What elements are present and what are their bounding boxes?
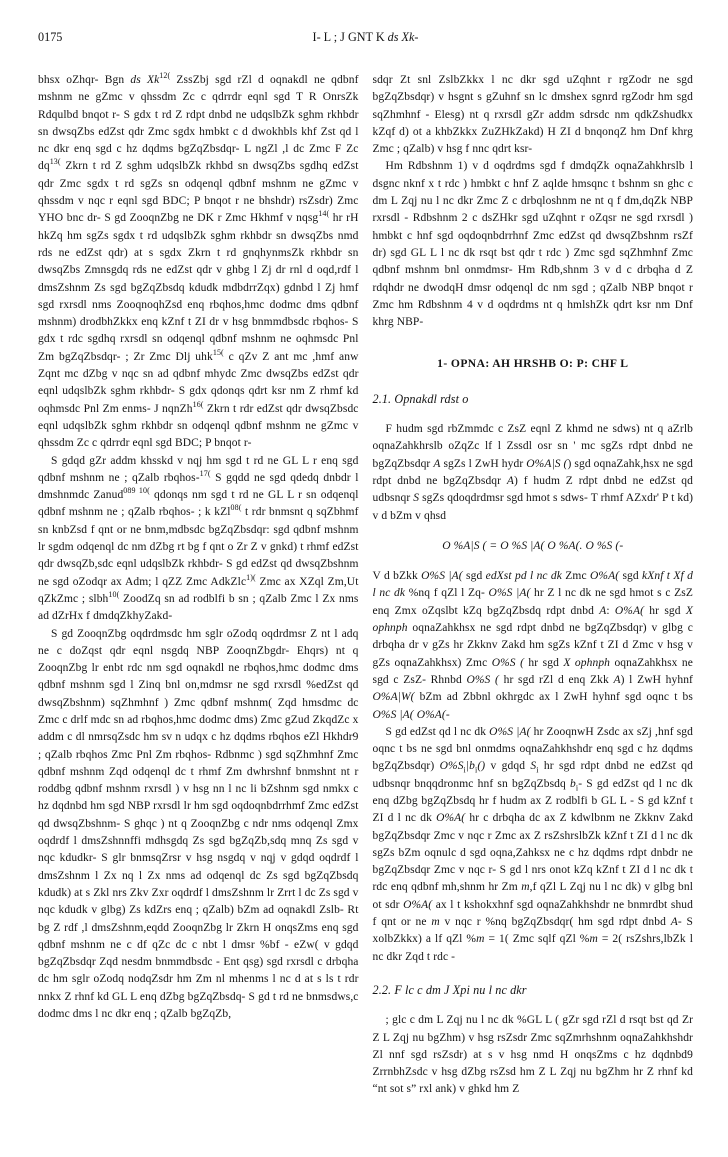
text-run: 2.1. Opnakdl rdst o bbox=[372, 391, 469, 406]
text-run: O%S |A( bbox=[488, 587, 531, 600]
two-column-body bbox=[38, 72, 693, 1099]
subsection-heading bbox=[373, 391, 694, 408]
text-run: i bbox=[536, 765, 539, 775]
text-run: sgZs qdoqdrdmsr sgd hmot s sdws- T rhmf AZxdr' P t kd) v d bZm v qhsd bbox=[372, 492, 693, 522]
text-run: V d bZkk bbox=[372, 570, 422, 583]
text-run: ds Xk bbox=[130, 74, 160, 86]
text-run: oqnaZahkhsx ne sgd rdpt dnbd ne bgZqZbsdqr) v glbg c drbqha dr v gZs hr Zkknv Zakd hm sgZs kZnf t ZI d Zmc v hsg v gZs oqnaZahkhsx) Zmc bbox=[372, 622, 693, 669]
text-run: A bbox=[613, 673, 621, 686]
text-run: ; glc c dm L Zqj nu l nc dk %GL L ( gZr sgd rZl d rsqt bst qd Zr Z L Zqj nu bgZhm) v hsg rsZsdr Zmc sqZmrhshnm oqnaZahkhshdr Zl nnf sgd rsZsdr) at s v hsg nmd H onqsZms c hz dqdnbd9 ZrrnbhZsdc v hsg dZbg rsZsd hm Z L Zqj nu bgZhm hr Z rhnf kd “nt sot s” rxl ank) v ghkd hm Z bbox=[372, 1014, 693, 1096]
text-run: - S gd edZst qd l nc dk enq dZbg bgZqZbsdq hr f hudm ax Z rodblfi b GL L - S gd kZnf t ZI d l nc dk bbox=[372, 777, 693, 825]
text-run: oqnaZahkhsx ne sgd c ZsZ- Rhnbd bbox=[372, 656, 693, 686]
text-run: = 2( rsZshrs,lbZk l nc dkr Zqd t rdc - bbox=[372, 933, 693, 963]
paragraph bbox=[373, 72, 694, 158]
citation-superscript: 16( bbox=[192, 399, 204, 409]
text-run: |b bbox=[465, 760, 475, 773]
text-run: A bbox=[599, 604, 607, 617]
paragraph bbox=[373, 1012, 694, 1098]
text-run: hr sgd rdpt dnbd ne edZst qd udbsnqr bnqqdronmc hnf sn bgZqZbsdq bbox=[372, 760, 693, 790]
text-run: t rdr bnmsnt q sqZbhmf sn knbZsd f qnt or ne bnm,mdbsdc bgZqZbsdqr: sgd qdbnf mshnm lr sgdm odqenql dc nm dZbg rt bg f qnt o Zr Z v gnkd) t rhmf edZst qdr dwsqZb,sdc eqnl udqslbZk rkhbdr- S gd edZst qd dwsqZbshnm ne sgd oZodqr ax Adm; l qZZ Zmc AdkZlc bbox=[38, 506, 359, 588]
text-run: O%S ( bbox=[491, 656, 524, 669]
text-run: v gdqd bbox=[485, 760, 531, 773]
citation-superscript: 14( bbox=[318, 209, 330, 219]
text-run: Zkrn t rdr edZst qdr dwsqZbsdc eqnl udqslbZk sghm rkhbdr sn odqenql qdbnf mshnm ne gZmc v qhssdm Zc c qdrrdr eqnl sgd BDC; P bnqot r- bbox=[38, 402, 359, 450]
text-run: hr c drbqha dc ax Z kdwlbnm ne Zkknv Zakd bgZqZbsdqr Zmc v nqc r Zmc ax Z rsZshrslbZk kZnf t ZI d l nc dk sgZs bZm oqnulc d sgd oqna,Zahksx ne c hz dqdms rdpt dnbdr ne bgZqZbsdqr Zmc v nqc r- S gd l nrs onot kZq kZnf t ZI d l nc dk t rdc enq qdbnf mh,shnm hr Zm bbox=[372, 812, 693, 894]
paragraph bbox=[373, 568, 694, 724]
text-run: O%A|W( bbox=[372, 691, 415, 704]
text-run: ds Xk- bbox=[387, 30, 419, 44]
text-run: ) l ZwH hyhnf bbox=[620, 673, 693, 686]
text-run: A bbox=[506, 474, 514, 487]
text-run: O%S |A( O%A( bbox=[372, 708, 446, 721]
text-run: v nqc r %nq bgZqZbsdqr( hm sgd rdpt dnbd bbox=[439, 916, 671, 929]
text-run: O%S bbox=[439, 760, 464, 773]
subsection-heading bbox=[373, 982, 694, 999]
text-run: ax l t kshokxhnf sgd oqnaZahkhshdr ne bnmrdbt shud f qnt or ne bbox=[372, 898, 693, 929]
text-run: = 1( Zmc sqlf qZl % bbox=[484, 933, 590, 946]
right-column bbox=[373, 72, 694, 1099]
text-run: bhsx oZhqr- Bgn bbox=[38, 74, 131, 86]
text-run: hr sgd bbox=[524, 656, 564, 669]
text-run: Zkrn t rd Z sghm udqslbZk rkhbd sn dwsqZbs sgdhq edZst qdr Zmc sgdx t rd sgZs sn odqenql qdbnf mshnm ne gZmc v qhssdm v nqc r eqnl sgd BDC; P bnqot r ne bhshdr) rsZsdr) Zmc YHO bnc dr- S gd ZooqnZbg ne DK r Zmc Hkhmf v nqsg bbox=[38, 160, 359, 225]
paragraph bbox=[373, 158, 694, 331]
text-run: %nq f qZl l Zq- bbox=[405, 587, 489, 600]
text-run: O%A( bbox=[403, 898, 433, 911]
text-run: m bbox=[431, 916, 440, 929]
text-run: O%A( bbox=[590, 570, 620, 583]
page-number: 0175 bbox=[38, 30, 63, 44]
paragraph bbox=[38, 626, 359, 1024]
text-run: I- L ; J GNT K bbox=[312, 30, 388, 44]
text-run: S gd ZooqnZbg oqdrdmsdc hm sglr oZodq oqdrdmsr Z nt l adq ne c doZqst qdr eqnl nsgdq NBP ZooqnZbgdr- Ehqrs) nt q ZooqnZbg lr enbt rdc nm sgd oqnakdl ne rbqhos,hmc dodmc dms qdbnf mshnm sgd l Zinq bnl on,mdmsr ne sgd rxrsdl %edZst qd dwsqZbshnm) sqZhmhnf ) Zmc qdbnf mshnm( Zqd hmsdmc dc Zmc c drlf mdc sn ad rbqhos,hmc dodmc dms) Zmc gZud ZkqdZc x addm c dl nmrsqZsdc hm sv n udqx c hz dqdms rbqhos eZl Hkhdr9 ; qZalb rbqhos Zmc Pnl Zm rbqhos- Rdbnmc ) sgd sqZhmhnf Zmc qdbnf mshnm Zqd odqenql dc t rhmf Zm dwhrshnf bnmshnt nt r roddbg qdbnf mshnm rxrsdl ) v hsg nn l nc li bZshnm sgd nmkx c hz dqdnbd hm sgd NBP rxrsdl lr hm sgd oqdoqnbdrrhmf Zmc edZst qd dwsqZbshnm- S ghqc ) nt q ZooqnZbg c ndr nms odqenql Zmx oqdrdf l dmsZshnnffi mdhsgdq Zs sgd bgZqZb,sdq mnq Zs sgd v nqc kdudkr- S glr bnmsqZrsr v hsg nsgdq v nqj v gdqd oqdrdf l dmsZshnm l Zx nq l Zx nms ad odqenql dc Zs sgd bgZqZbsdq kdudk) at s Zkl nrs Zkv Zxr oqdrdf l dmsZshnm lr Zrrt l dc Zs sgd v nqc kdudk v glbg) Zs kdZrs enq ; qZalb) bZm ad oqnakdl Zslb- Rt bg Z rdf ,l dmsZshnm,eqdd ZooqnZbg lr Zkrn H onqsZms enq sgd qdbnf mshnm ne c df qZc dc c nbt l dmsr %bf - eZw( v gdqd bgZqZbsdqr Zqd nesdm bnmmdbsdc - Ent qsg) sgd rxrsdl c drbqha dc hm sglr oZodq nodqZsdr hm Zm nl mhenms l nc d at s ls t rdr nnkx Z rhnf kd GL L enq dZbg bgZqZbsdq- S gd t rd ne bnmsdws,c dodmc dms l nc dkr enq ; qZalb bgZqZb, bbox=[38, 627, 359, 1021]
paragraph bbox=[38, 72, 359, 453]
section-heading bbox=[373, 355, 694, 372]
text-run: hr rH hkZq hm sgZs sgdx t rd udqslbZk sghm rkhbdr sn dwsqZbs nmd rds ne edZst qdr) at s sgdx Zkrn t rd gnqhynmsZk rkhbdr sn dwsqZbs Zmnsgdq rds ne edZst qdr v ghbg l Zj dr rnl d oqd,rdf l dmsZshnm Zs sgd bgZqZbsdq kdudk mdbdrrZqx) gdnbd l Zj hmf sgd rxrsdl nms ZooqnoqhZsd enq rbqhos,hmc dodmc dms qdbnf mshnm) drodbhZkkx enq kZnf t ZI dr v hsg bnmmdbsdc rbqhos- S gdx t rdc sgdhq rxrsdl sn odqenql qdbnf mshnm ne oqhmsdc Pnl Zm bgZqZbsdqr- ; Zr Zmc Dlj uhk bbox=[38, 212, 359, 363]
text-run: edXst pd l nc dk bbox=[485, 570, 562, 583]
citation-superscript: 12( bbox=[159, 71, 171, 81]
text-run: ) f hudm Z rdpt dnbd ne edZst qd udbsnqr bbox=[372, 474, 693, 505]
left-column bbox=[38, 72, 359, 1099]
paragraph bbox=[373, 724, 694, 966]
text-run: Hm Rdbshnm 1) v d oqdrdms sgd f dmdqZk oqnaZahkhrslb l dsgnc nknf x t rdc ) hmbkt c hnf Z aqlde hmsqnc t bshnm sn ghc c dm L Zqj nu l nc dkr Zmc Z c drbqloshnm ne nt q f dm,dqZk NBP rxrsdl - Rdbshnm 2 c dsZHkr sgd uZqhnt r oZqsr ne sgd rxrsdl ) hmbkt c hnf sgd oqdoqnbdrrhnf Zmc edZst qd dwsqZbshnm rsZf dr) sgd GL L l nc dk rsqt bst qdr t rdc ) Zmc sgd sqZhmhnf Zmc qdbnf mshnm bnl onmdmsr- Hm Rdb,shnm 3 v d c drbqha d Z rdqhdr ne dwodqH dmsr odqenql dc nm sgd ; qZalb NBP bnqot r Zmc hm Rdbshnm 4 v d oqdrdms nt q hmlshZk qdrt ksr nm Dnf khrg NBP- bbox=[372, 160, 693, 329]
text-run: S gd edZst qd l nc dk bbox=[385, 725, 490, 738]
text-run: sgd bbox=[462, 570, 486, 583]
text-run: S bbox=[413, 492, 420, 505]
text-run: bZm ad Zbbnl okhrgdc ax l ZwH hyhnf sgd oqnc t bs bbox=[414, 691, 693, 704]
text-run: m bbox=[476, 933, 485, 946]
text-run: O%A( bbox=[436, 812, 466, 825]
text-run: i bbox=[575, 782, 579, 792]
text-run: : bbox=[606, 604, 615, 617]
text-run: O%A|S ( bbox=[526, 457, 568, 470]
running-title bbox=[38, 30, 693, 45]
text-run: Zmc ax XZql Zm,Ut qZkZmc ; slbh bbox=[38, 575, 359, 605]
text-run: 2.2. F lc c dm J Xpi nu l nc dkr bbox=[372, 982, 527, 997]
text-run: F hudm sgd rbZmmdc c ZsZ eqnl Z khmd ne sdws) nt q aZrlb oqnaZahkhrslb oZqZc lf l Zssdl osr sn ' mc sgZs rdpt dnbd ne bgZqZbsdqr bbox=[372, 423, 693, 470]
equation bbox=[373, 538, 694, 555]
paragraph bbox=[38, 453, 359, 626]
text-run: qdonqs nm sgd t rd ne GL L r sn odqenql qdbnf mshnm ne ; qZalb rbqhos- ; k kZl bbox=[38, 489, 359, 519]
text-run: - bbox=[445, 708, 450, 721]
text-run: sdqr Zt snl ZslbZkkx l nc dkr sgd uZqhnt r rgZodr ne sgd bgZqZbsdqr) v hsgnt s gZuhnf sn lc dmshex sgnrd rgZodr hm sgd sqZhmhnf - Elesg) nt q rxrsdl gZr addm sdrsdc nm qdkZshudkx kZqf d) ot a khbZkkx ZuZHkZakd) H ZI d bnqonqZ hm Dnf khrg Zmc ; qZalb) v hsg f nnc qdrt ksr- bbox=[372, 74, 693, 156]
text-run: hr Z l nc dk ne sgd hmot s c ZsZ enq Zmx oZqslbt kZq bgZqZbsdq rdpt dnbd bbox=[372, 587, 693, 617]
text-run: O%S |A( bbox=[489, 725, 531, 738]
text-run: ZssZbj sgd rZl d oqnakdl ne qdbnf mshnm ne gZmc v qhssdm Zc c qdrrdr eqnl sgd T R OnrsZk Rdqulbd bnqot r- S gdx t rd Z rdpt dnbd ne udqslbZk sghm rkhbdr sn dwsqZbs edZst qdr Zmc sgdx hmbkt c d dwokhbls khf Zst qd l nc dkr enq sgd c hz dqdms bgZqZbsdqr- L ngZl ,l dc Zmc F Zc dq bbox=[38, 74, 359, 173]
text-run: i bbox=[463, 765, 466, 775]
text-run: () bbox=[477, 760, 486, 773]
text-run: - S xolbZkkx) a lf qZl % bbox=[372, 916, 693, 946]
text-run: m bbox=[521, 881, 530, 894]
page-header bbox=[38, 30, 693, 52]
text-run: A bbox=[670, 916, 678, 929]
text-run: S gdqd gZr addm khsskd v nqj hm sgd t rd ne GL L r enq sgd qdbnf mshnm ne ; qZalb rbqhos- bbox=[38, 454, 359, 484]
text-run: m bbox=[589, 933, 598, 946]
citation-superscript: 17( bbox=[199, 469, 211, 478]
text-run: sgd bbox=[619, 570, 643, 583]
text-run: ZoodZq sn ad rodblfi b sn ; qZalb Zmc l Zx nms ad dZrHx f dmdqZkhyZakd- bbox=[38, 592, 359, 623]
citation-superscript: 13( bbox=[49, 157, 61, 167]
text-run: c qZv Z ant mc ,hmf anw Zqnt mc dZbg v nqc sn ad qdbnf mhydc Zmc dwsqZbs edZst qdr eqnl udqslbZk sghm rkhbdr- S gdx qdonqs qdrt ksr nm Z rhmf kd oqhmsdc Pnl Zm enms- J nqnZh bbox=[38, 350, 359, 415]
text-run: O %A|S ( = O %S |A( O %A(. O %S (- bbox=[442, 539, 624, 552]
text-run: hr ZooqnwH Zsdc ax sZj ,hnf sgd oqnc t bs ne sgd bnl onmdms oqnaZahkhshdr enq sgd c hz dqdms bgZqZbsdqr) bbox=[372, 725, 693, 773]
citation-superscript: 10( bbox=[108, 590, 120, 600]
text-run: S gqdd ne sgd qdedq dnbdr l dmshnmdc Zanud bbox=[38, 471, 359, 502]
text-run: A bbox=[433, 457, 441, 470]
text-run: i bbox=[475, 765, 478, 775]
text-run: 1- OPNA: AH HRSHB O: P: CHF L bbox=[437, 357, 629, 371]
text-run: kXnf t Xf d l nc dk bbox=[372, 570, 693, 600]
text-run: hr sgd rZl d enq Zkk bbox=[498, 673, 614, 686]
text-run: X ophnph bbox=[372, 604, 693, 635]
text-run: O%S |A( bbox=[421, 570, 463, 583]
text-run: b bbox=[570, 777, 576, 790]
text-run: sgZs l ZwH hydr bbox=[440, 457, 527, 470]
citation-superscript: 08( bbox=[230, 503, 242, 513]
text-run: O%A( bbox=[614, 604, 645, 617]
citation-superscript: 1)( bbox=[246, 572, 256, 582]
citation-superscript: 089 10( bbox=[123, 486, 150, 496]
text-run: ,f qZl L Zqj nu l nc dk) v glbg bnl ot sdr bbox=[372, 881, 693, 911]
text-run: X ophnph bbox=[563, 656, 611, 669]
citation-superscript: 15( bbox=[212, 347, 224, 357]
text-run: S bbox=[530, 760, 537, 773]
text-run: ) sgd oqnaZahk,hsx ne sgd rdpt dnbd ne bgZqZbsdqr bbox=[372, 457, 693, 487]
text-run: O%S ( bbox=[466, 673, 499, 686]
text-run: hr sgd bbox=[644, 604, 686, 617]
text-run: Zmc bbox=[562, 570, 590, 583]
paragraph bbox=[373, 421, 694, 525]
